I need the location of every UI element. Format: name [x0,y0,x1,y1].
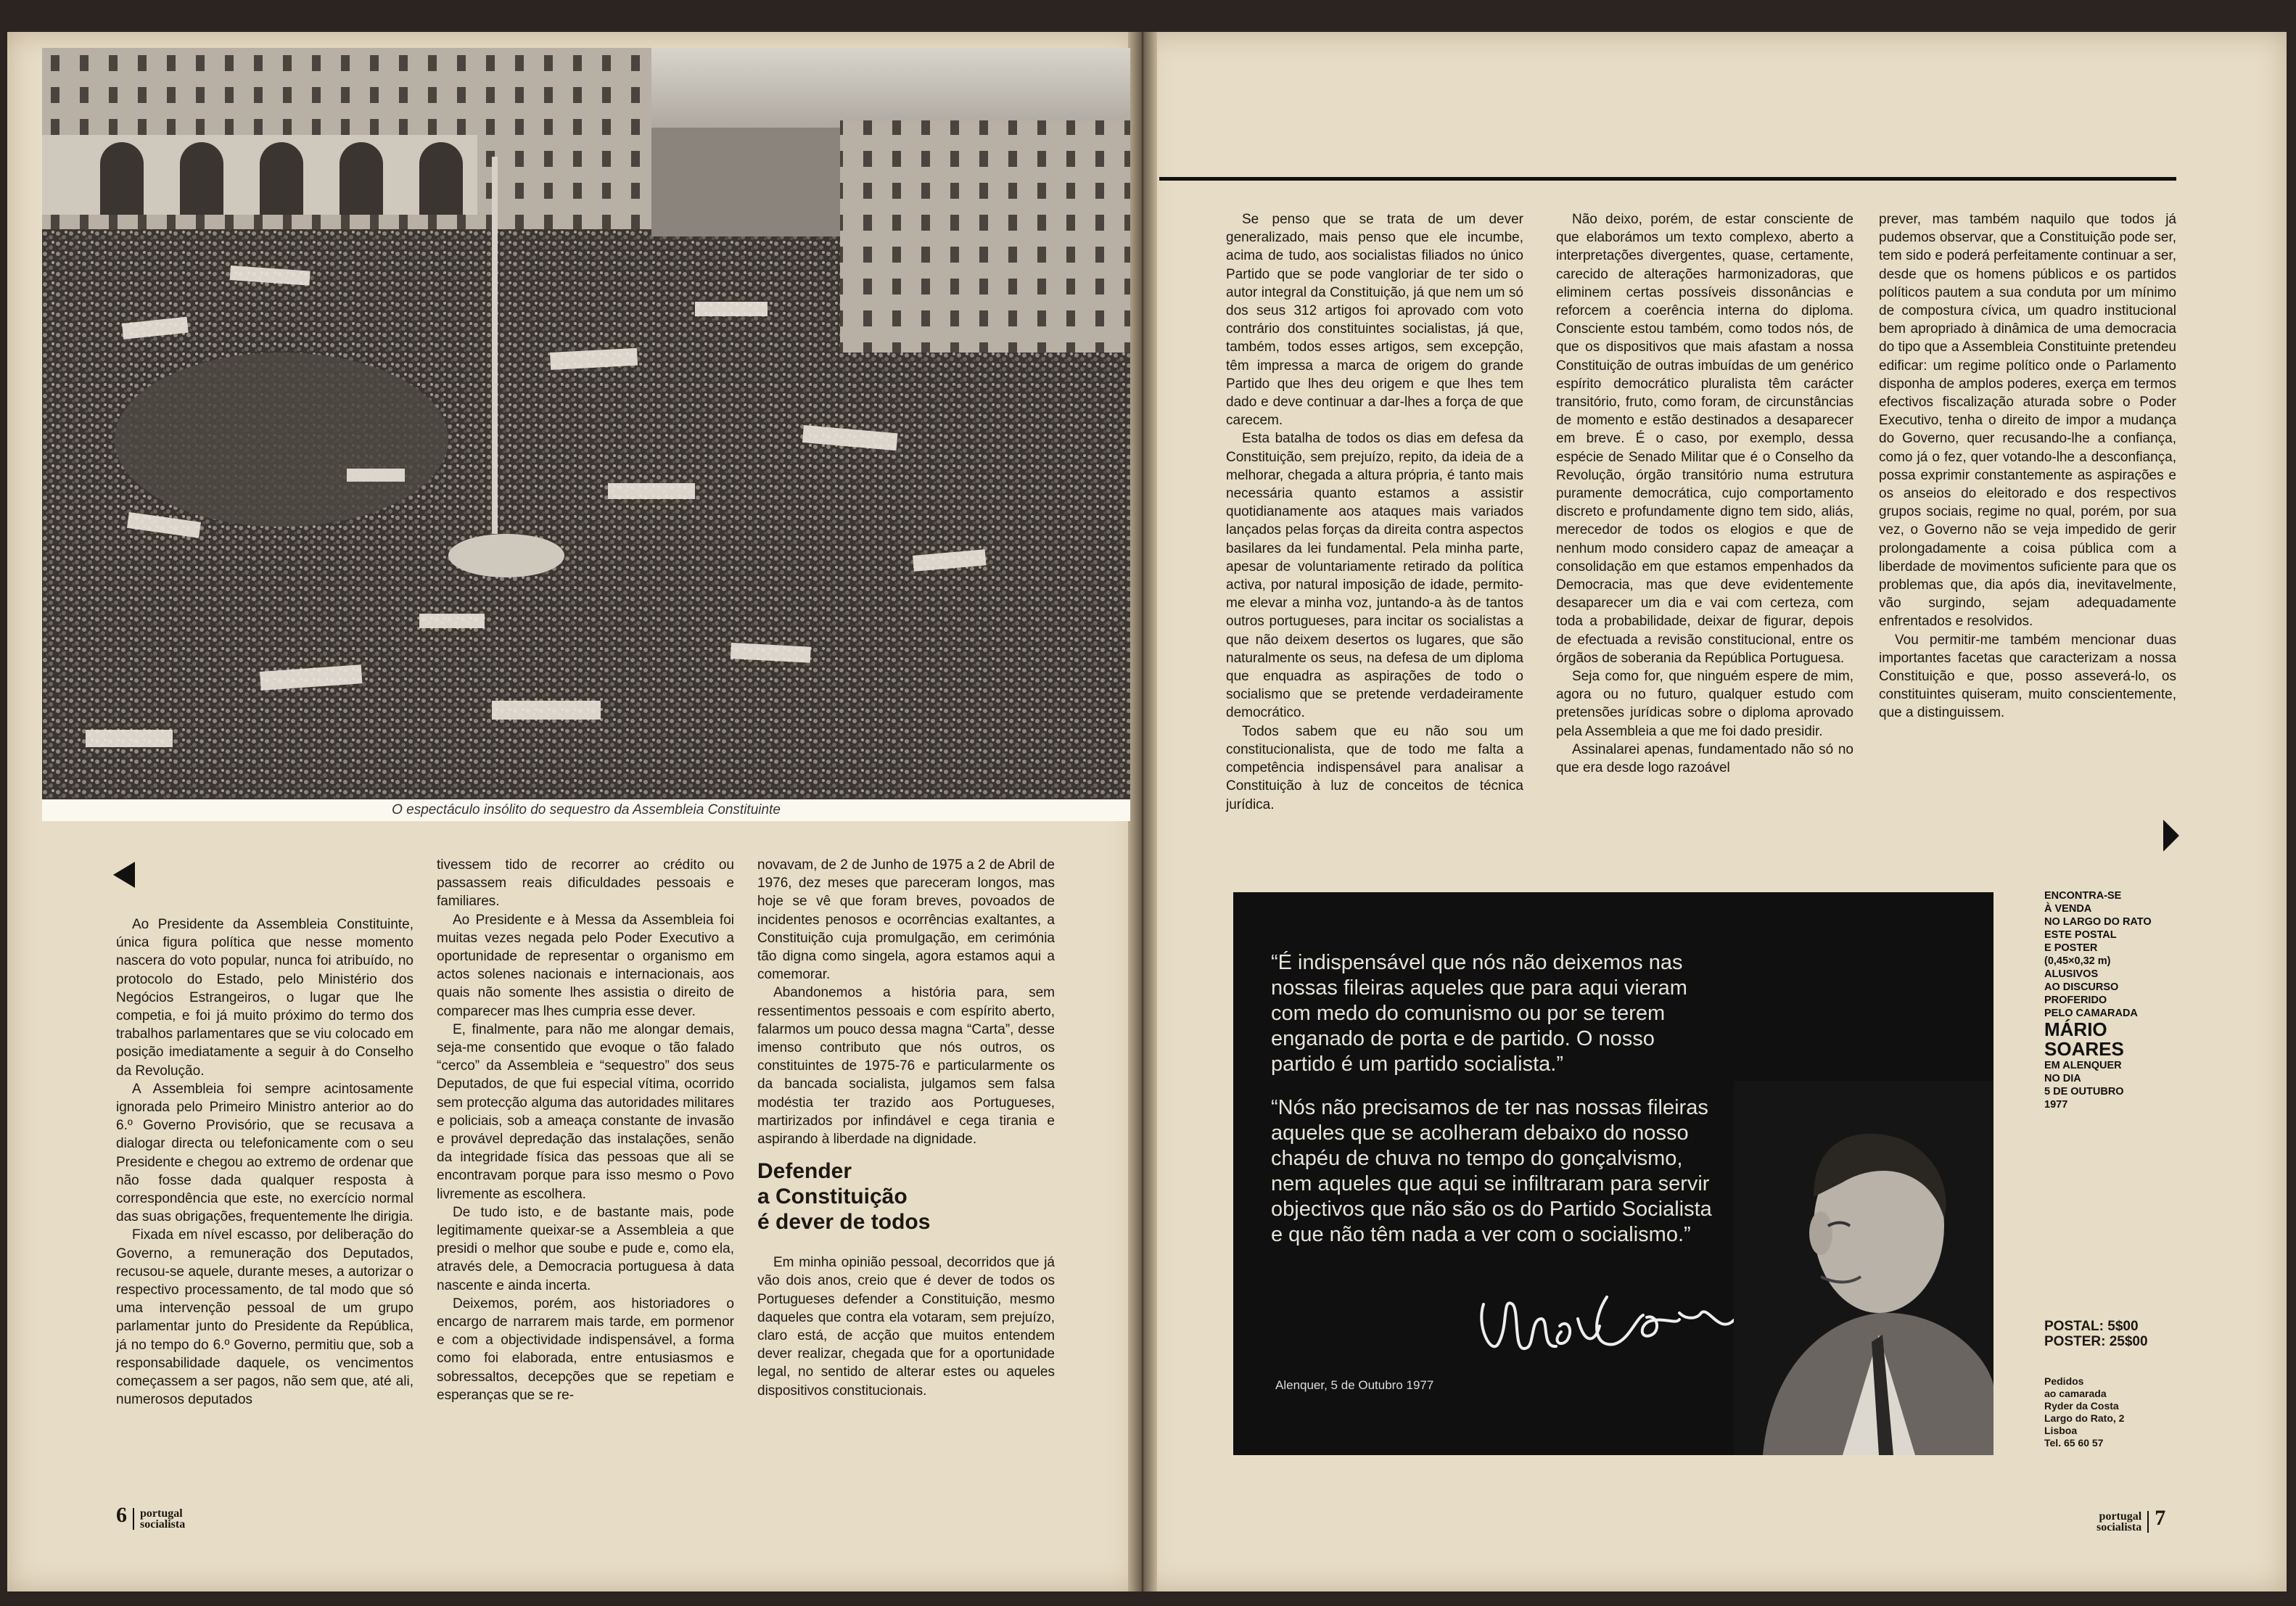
section-subheading: Defender a Constituição é dever de todos [757,1159,931,1235]
signature-icon [1469,1275,1752,1370]
page-number: 6 [116,1503,127,1527]
paragraph: novavam, de 2 de Junho de 1975 a 2 de Abril de 1976, dez meses que pareceram longos, mas hoje se vê que foram breves, povoados de incidentes penosos e ocorrências exaltantes, a Constituição cuja promulgação, em cerimónia tão digna como singela, agora estamos aqui a comemorar. [757,857,1055,983]
quote-2: “Nós não precisamos de ter nas nossas fileiras aqueles que se acolheram debaixo do nosso chapéu de chuva no tempo do gonçalvismo, nem aqueles que aqui se infiltraram para servir objectivos que não são os do Partido Socialista e que não têm nada a ver com o socialismo.” [1271,1096,1712,1246]
page-number: 7 [2155,1506,2166,1530]
paragraph: tivessem tido de recorrer ao crédito ou passassem reais dificuldades pessoais e familiares. [437,857,734,910]
right-column-1 [1226,210,1523,814]
paragraph: Ao Presidente da Assembleia Constituinte, única figura política que nesse momento nascera do voto popular, nunca foi atribuído, no protocolo do Estado, pelo Ministério dos Negócios Estrangeiros, o lugar que lhe competia, e foi já muito próximo do termo dos trabalhos parlamentares que se viu colocado em posição imediatamente a seguir à do Conselho da Revolução. [116,917,413,1079]
paragraph: De tudo isto, e de bastante mais, pode legitimamente queixar-se a Assembleia a que presidi o melhor que soube e pude e, como ela, através dele, a Democracia portuguesa à data nascente e ainda incerta. [437,1204,734,1293]
top-rule [1159,177,2176,181]
paragraph: Todos sabem que eu não sou um constitucionalista, que de todo me falta a competência indispensável para analisar a Constituição à luz de conceitos de técnica jurídica. [1226,723,1523,812]
continuation-arrow-left-icon [113,862,135,888]
quote-1: “É indispensável que nós não deixemos nas nossas fileiras aqueles que para aqui vieram com medo do comunismo ou por se terem enganado de porta e de partido. O nosso partido é um partido socialista.” [1271,951,1687,1076]
masthead-logo: portugal socialista [2097,1510,2142,1534]
order-contact: Pedidos ao camarada Ryder da Costa Largo do Rato, 2 Lisboa Tel. 65 60 57 [2044,1375,2125,1449]
masthead-logo: portugal socialista [140,1507,186,1531]
paragraph: Esta batalha de todos os dias em defesa da Constituição, sem prejuízo, repito, da ideia de a melhorar, chegada a altura própria, é tanto mais necessária quanto estamos a assistir quotidianamente aos ataques mais variados lançados pelas forças da direita contra aspectos basilares da lei fundamental. Pela minha parte, apesar de voluntariamente retirado da política activa, por natural imposição de idade, permito-me elevar a minha voz, juntando-a às de tantos outros portugueses, para incitar os socialistas a que não deixem desertos os lugares, que são naturalmente os seus, na defesa de um diploma que enquadra as aspirações de todo o socialismo que se pretende verdadeiramente democrático. [1226,431,1523,721]
right-column-2 [1556,210,1853,777]
paragraph: Abandonemos a história para, sem ressentimentos pessoais e com espírito aberto, falarmos um pouco dessa magna “Carta”, desse imenso contributo que nós outros, os constituintes de 1975-76 e particularmente os da bancada socialista, julgamos sem falsa modéstia ter trazido aos Portugueses, martirizados por infindável e cega tirania e aspirando à liberdade na dignidade. [757,985,1055,1148]
left-folio [116,1503,185,1530]
photo-caption: O espectáculo insólito do sequestro da Assembleia Constituinte [42,799,1130,821]
portrait-photo [1734,1081,1993,1455]
left-column-1 [116,915,413,1409]
paragraph: Assinalarei apenas, fundamentado não só no que era desde logo razoável [1556,741,1853,776]
crowd-photo-image [42,48,1130,799]
paragraph: A Assembleia foi sempre acintosamente ignorada pelo Primeiro Ministro anterior ao do 6.º Governo Provisório, que se recusava a dialogar directa ou telefonicamente com o seu Presidente e chegou ao extremo de ordenar que não fosse dada qualquer resposta à correspondência que este, no exercício normal das suas obrigações, frequentemente lhe dirigia. [116,1081,413,1225]
left-column-2 [437,856,734,1404]
paragraph: E, finalmente, para não me alongar demais, seja-me consentido que evoque o tão falado “cerco” da Assembleia e “sequestro” dos seus Deputados, de que fui especial vítima, ocorrido sem protecção alguma das autoridades militares e policiais, sob a ameaça constante de invasão e provável depredação das instalações, senão da integridade física das pessoas que ali se encontravam porque para isso mesmo o Povo livremente as escolhera. [437,1021,734,1202]
gutter-fold [1128,32,1157,1591]
paragraph: Se penso que se trata de um dever generalizado, mais penso que ele incumbe, acima de tudo, aos socialistas filiados no único Partido que se pode vangloriar de ter sido o autor integral da Constituição, já que nem um só dos seus 312 artigos foi aprovado com voto contrário dos constituintes socialistas, já que, também, todos esses artigos, sem excepção, têm impressa a marca de origem do grande Partido que lhes deu origem e que lhes tem dado e deve continuar a dar-lhes a força de que carecem. [1226,212,1523,429]
crowd-photo [42,48,1130,799]
left-column-3 [757,856,1055,1400]
paragraph: Ao Presidente e à Messa da Assembleia foi muitas vezes negada pelo Poder Executivo a oportunidade de representar o organismo em actos solenes nacionais e internacionais, aos quais não somente lhes assistia o direito de comparecer mas lhes cumpria esse dever. [437,912,734,1019]
paragraph: Deixemos, porém, aos historiadores o encargo de narrarem mais tarde, em pormenor e com a objectividade indispensável, a forma como foi elaborada, entre entusiasmos e sobressaltos, decepções que se repetiam e esperanças que se re- [437,1296,734,1403]
right-folio [2097,1506,2165,1533]
speaker-name: MÁRIO [2044,1018,2107,1040]
paragraph: Seja como for, que ninguém espere de mim, agora ou no futuro, qualquer estudo com pretensões jurídicas sobre o diploma aprovado pela Assembleia a que me foi dado presidir. [1556,669,1853,739]
speaker-surname: SOARES [2044,1038,2124,1060]
price-list: POSTAL: 5$00 POSTER: 25$00 [2044,1319,2148,1349]
continuation-arrow-right-icon [2163,820,2179,852]
paragraph: Fixada em nível escasso, por deliberação do Governo, a remuneração dos Deputados, recusou-se aquele, durante meses, a autorizar o respectivo processamento, de tal modo que só uma intervenção pessoal de um grupo parlamentar junto do Presidente da República, já no tempo do 6.º Governo, permitiu que, sob a responsabilidade daquele, os vencimentos começassem a ser pagos, não sem que, até ali, numerosos deputados [116,1227,413,1408]
paragraph: prever, mas também naquilo que todos já pudemos observar, que a Constituição pode ser, tem sido e poderá perfeitamente continuar a ser, desde que os homens públicos e os partidos políticos pautem a sua conduta por um mínimo de compostura cívica, um quadro institucional bem apropriado à dinâmica de uma democracia do tipo que a Assembleia Constituinte pretendeu edificar: um regime político onde o Parlamento disponha de amplos poderes, exerça em termos efectivos fiscalização aturada sobre o Poder Executivo, tenha o direito de impor a mudança do Governo, quer recusando-lhe a confiança, como já o fez, quer votando-lhe a desconfiança, possa exprimir constantemente as aspirações e os anseios do eleitorado e dos respectivos grupos sociais, regime no qual, porém, por sua vez, o Governo não se veja impedido de gerir prolongadamente a coisa pública com a liberdade de movimentos suficiente para que os problemas que, dia após dia, inevitavelmente, vão surgindo, sejam adequadamente enfrentados e resolvidos. [1879,212,2176,630]
place-date: Alenquer, 5 de Outubro 1977 [1275,1378,1434,1392]
right-column-3 [1879,210,2176,722]
paragraph: Em minha opinião pessoal, decorridos que já vão dois anos, creio que é dever de todos os Portugueses defender a Constituição, mesmo daqueles que contra ela votaram, sem prejuízo, claro está, de acção que muitos entendem dever realizar, chegada que for a oportunidade legal, no sentido de alterar estes ou aqueles dispositivos constitucionais. [757,1255,1055,1399]
paragraph: Não deixo, porém, de estar consciente de que elaborámos um texto complexo, aberto a interpretações divergentes, quase, certamente, carecido de alterações harmonizadoras, que eliminem certas possíveis dissonâncias e reforcem a coerência interna do diploma. Consciente estou também, como todos nós, de que os dispositivos que mais afastam a nossa Constituição de outras imbuídas de um genérico espírito democrático pluralista têm carácter transitório, fruto, como foram, de circunstâncias de momento e estão destinados a desaparecer em breve. É o caso, por exemplo, dessa espécie de Senado Militar que é o Conselho da Revolução, órgão transitório numa estrutura puramente democrática, cujo comportamento discreto e profundamente digno tem sido, aliás, merecedor de todos os elogios e que de nenhum modo considero capaz de ameaçar a consolidação em que estamos empenhados da Democracia, mas que deve evidentemente desaparecer um dia e vai com certeza, com toda a probabilidade, deixar de figurar, depois de efectuada a revisão constitucional, entre os órgãos de soberania da República Portuguesa. [1556,212,1853,666]
sale-notice: ENCONTRA-SE À VENDA NO LARGO DO RATO ESTE POSTAL E POSTER (0,45×0,32 m) ALUSIVOS AO DISCURSO PROFERIDO PELO CAMARADA MÁRIO SOARES EM ALENQUER NO DIA 5 DE OUTUBRO 1977 [2044,889,2175,1111]
paragraph: Vou permitir-me também mencionar duas importantes facetas que caracterizam a nossa Constituição e que, posso asseverá-lo, os constituintes quiseram, muito conscientemente, que a distinguissem. [1879,632,2176,721]
poster-advertisement [1233,892,1993,1455]
